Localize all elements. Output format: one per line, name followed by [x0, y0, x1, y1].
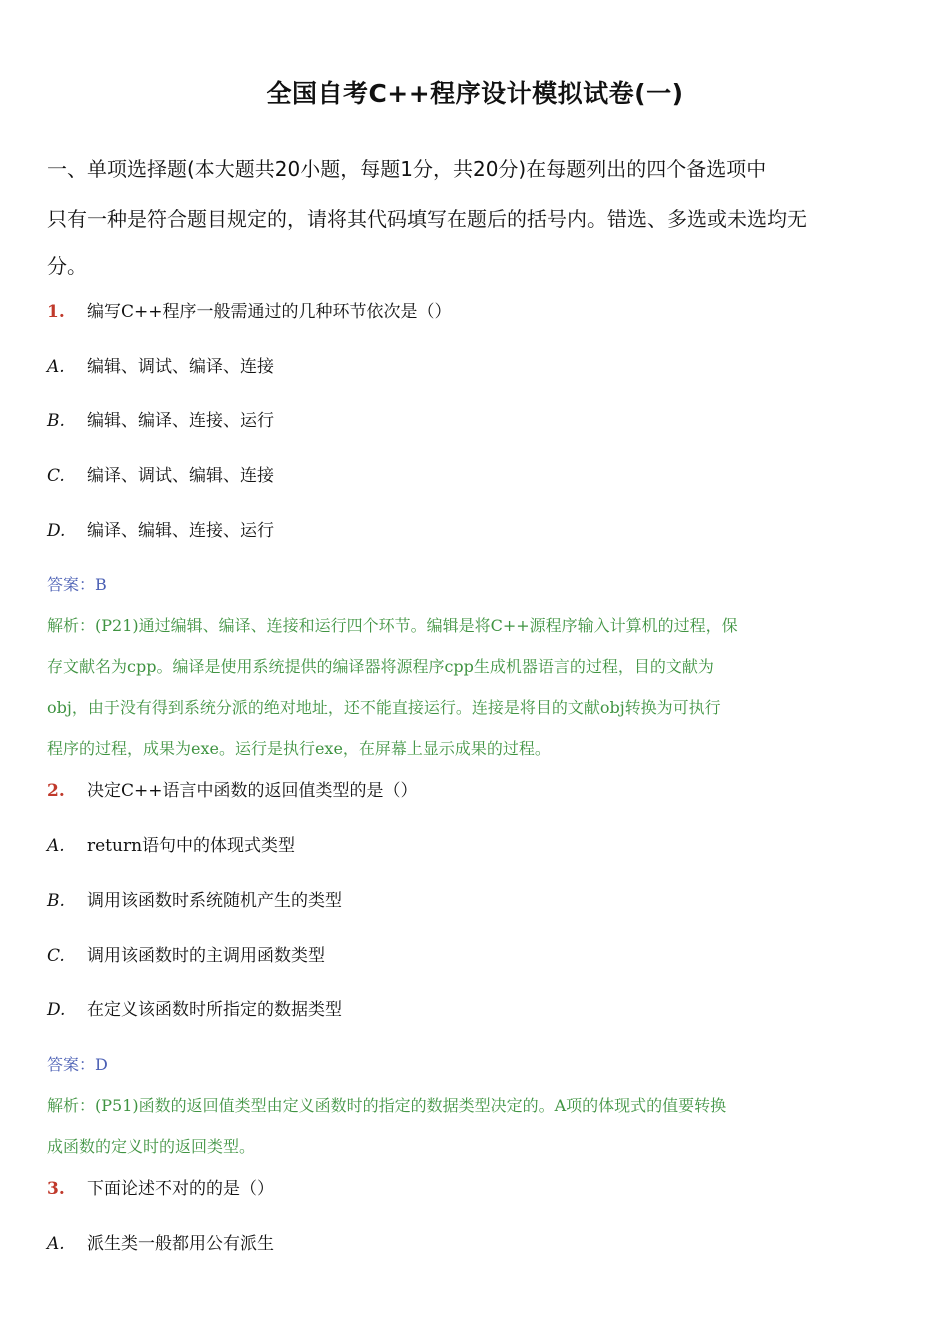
question-1-option-d: [47, 518, 274, 544]
question-3-option-a: [47, 1231, 274, 1257]
option-letter: C.: [47, 946, 65, 966]
section-heading-line-1: 一、单项选择题(本大题共20小题，每题1分，共20分)在每题列出的四个备选项中: [47, 157, 767, 181]
option-text: 派生类一般都用公有派生: [87, 1234, 274, 1254]
question-1-explanation-line: 解析：(P21)通过编辑、编译、连接和运行四个环节。编辑是将C++源程序输入计算机的过程，保: [47, 616, 738, 635]
question-2: [47, 778, 418, 804]
section-heading-line-2: 只有一种是符合题目规定的，请将其代码填写在题后的括号内。错选、多选或未选均无: [47, 207, 807, 231]
question-1-option-b: [47, 408, 274, 434]
question-2-option-d: [47, 997, 342, 1023]
option-text: 编辑、调试、编译、连接: [87, 357, 274, 377]
option-text: 在定义该函数时所指定的数据类型: [87, 1000, 342, 1020]
question-1-explanation-line: 程序的过程，成果为exe。运行是执行exe，在屏幕上显示成果的过程。: [47, 739, 551, 758]
question-number: 1.: [47, 302, 65, 322]
question-text: 编写C++程序一般需通过的几种环节依次是（）: [87, 302, 452, 322]
option-letter: A.: [47, 836, 65, 856]
question-1-option-a: [47, 354, 274, 380]
page-title: 全国自考C++程序设计模拟试卷(一): [266, 79, 684, 108]
option-text: 编译、调试、编辑、连接: [87, 466, 274, 486]
option-letter: D.: [47, 1000, 66, 1020]
question-3: [47, 1176, 274, 1202]
question-1-explanation-line: obj，由于没有得到系统分派的绝对地址，还不能直接运行。连接是将目的文献obj转换为可执行: [47, 698, 721, 717]
option-text: return语句中的体现式类型: [87, 836, 296, 856]
option-letter: D.: [47, 521, 66, 541]
question-text: 下面论述不对的的是（）: [87, 1179, 274, 1199]
question-2-option-b: [47, 888, 342, 914]
question-2-option-a: [47, 833, 295, 859]
question-1-answer: 答案：B: [47, 575, 107, 594]
question-number: 3.: [47, 1179, 65, 1199]
option-text: 编辑、编译、连接、运行: [87, 411, 274, 431]
option-letter: A.: [47, 1234, 65, 1254]
question-2-answer: 答案：D: [47, 1055, 108, 1074]
question-1-explanation-line: 存文献名为cpp。编译是使用系统提供的编译器将源程序cpp生成机器语言的过程，目的文献为: [47, 657, 714, 676]
question-1: [47, 299, 452, 325]
option-text: 编译、编辑、连接、运行: [87, 521, 274, 541]
question-number: 2.: [47, 781, 65, 801]
question-2-explanation-line: 成函数的定义时的返回类型。: [47, 1137, 256, 1156]
option-text: 调用该函数时系统随机产生的类型: [87, 891, 342, 911]
option-letter: C.: [47, 466, 65, 486]
section-heading-line-3: 分。: [47, 254, 87, 278]
option-text: 调用该函数时的主调用函数类型: [87, 946, 325, 966]
question-2-option-c: [47, 943, 325, 969]
question-2-explanation-line: 解析：(P51)函数的返回值类型由定义函数时的指定的数据类型决定的。A项的体现式的值要转换: [47, 1096, 727, 1115]
question-text: 决定C++语言中函数的返回值类型的是（）: [87, 781, 418, 801]
question-1-option-c: [47, 463, 274, 489]
option-letter: A.: [47, 357, 65, 377]
option-letter: B.: [47, 891, 65, 911]
option-letter: B.: [47, 411, 65, 431]
